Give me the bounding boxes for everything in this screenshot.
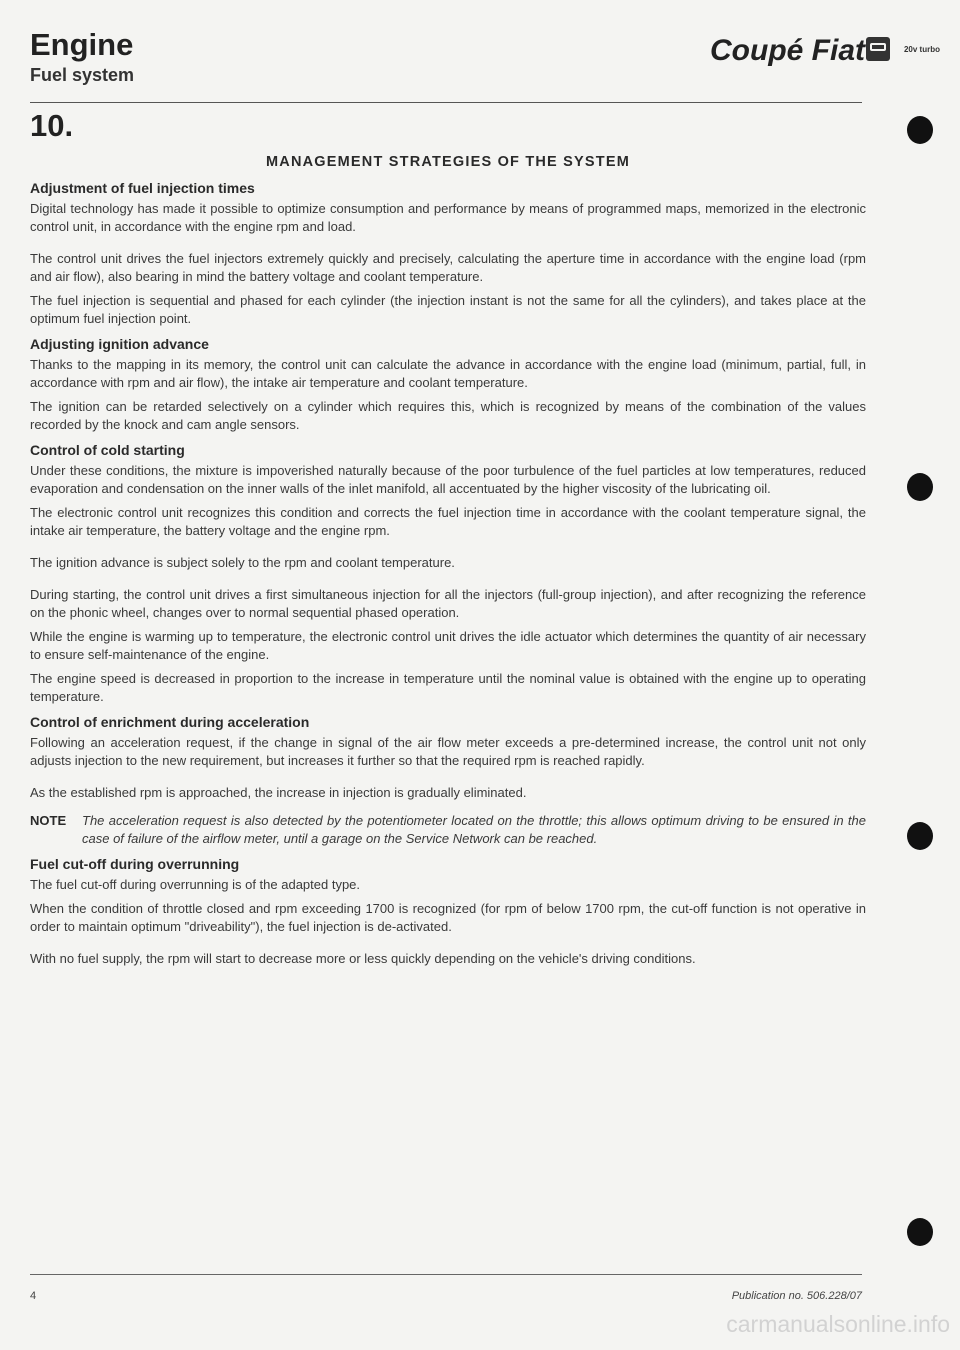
- binder-hole-icon: [907, 1218, 933, 1246]
- publication-number: Publication no. 506.228/07: [731, 1290, 862, 1302]
- paragraph: The electronic control unit recognizes this condition and corrects the fuel injection time in accordance with the coolant temperature signal, the intake air temperature, the battery voltage and the engine rpm.: [30, 505, 866, 538]
- note-label: NOTE: [30, 813, 67, 828]
- model-badge: 20v turbo: [903, 45, 940, 54]
- paragraph: With no fuel supply, the rpm will start to decrease more or less quickly depending on the vehicle's driving conditions.: [30, 951, 696, 966]
- chapter-title: Engine: [30, 27, 134, 62]
- paragraph: During starting, the control unit drives a first simultaneous injection for all the injectors (full-group injection), and after recognizing the reference on the phonic wheel, changes over to normal sequential phased operation.: [30, 587, 866, 620]
- section-heading-fuel-cutoff: Fuel cut-off during overrunning: [30, 856, 240, 872]
- section-heading-fuel-injection: Adjustment of fuel injection times: [30, 180, 255, 196]
- section-heading-cold-starting: Control of cold starting: [30, 442, 185, 458]
- paragraph: The engine speed is decreased in proportion to the increase in temperature until the nominal value is obtained with the engine up to operating temperature.: [30, 671, 866, 704]
- paragraph: The fuel injection is sequential and phased for each cylinder (the injection instant is not the same for all the cylinders), and takes place at the optimum fuel injection point.: [30, 293, 866, 326]
- section-number: 10.: [30, 108, 74, 143]
- paragraph: As the established rpm is approached, the increase in injection is gradually eliminated.: [30, 785, 527, 800]
- chapter-subtitle: Fuel system: [30, 65, 135, 85]
- brand-name: Coupé Fiat: [710, 34, 865, 67]
- paragraph: The fuel cut-off during overrunning is of the adapted type.: [30, 877, 361, 892]
- paragraph: Thanks to the mapping in its memory, the control unit can calculate the advance in accordance with the engine load (minimum, partial, full, in accordance with rpm and air flow), the intake air temperature and coolant temperature.: [30, 357, 866, 390]
- paragraph: The control unit drives the fuel injectors extremely quickly and precisely, calculating the aperture time in accordance with the engine load (rpm and air flow), also bearing in mind the battery voltage and coolant temperature.: [30, 251, 866, 284]
- binder-hole-icon: [907, 473, 933, 501]
- paragraph: Following an acceleration request, if the change in signal of the air flow meter exceeds a pre-determined increase, the control unit not only adjusts injection to the new requirement, but increases it further so that the required rpm is reached rapidly.: [30, 735, 866, 768]
- footer-rule: [30, 1274, 862, 1275]
- page-content: [30, 148, 866, 974]
- section-heading-acceleration: Control of enrichment during acceleration: [30, 714, 310, 730]
- note-text: The acceleration request is also detected by the potentiometer located on the throttle; this allows optimum driving to be ensured in the case of failure of the airflow meter, until a garage on the Service Network can be reached.: [82, 813, 866, 846]
- page-header: [30, 28, 134, 86]
- page-number: 4: [30, 1290, 37, 1302]
- binder-hole-icon: [907, 822, 933, 850]
- paragraph: The ignition advance is subject solely to the rpm and coolant temperature.: [30, 555, 455, 570]
- main-heading: MANAGEMENT STRATEGIES OF THE SYSTEM: [266, 154, 630, 170]
- paragraph: While the engine is warming up to temperature, the electronic control unit drives the idle actuator which determines the quantity of air necessary to ensure self-maintenance of the engine.: [30, 629, 866, 662]
- section-heading-ignition-advance: Adjusting ignition advance: [30, 336, 209, 352]
- binder-hole-icon: [907, 116, 933, 144]
- header-rule: [30, 102, 862, 103]
- note-block: [30, 812, 866, 848]
- paragraph: When the condition of throttle closed and rpm exceeding 1700 is recognized (for rpm of below 1700 rpm, the cut-off function is not operative in order to maintain optimum "driveability"), the fuel injection is de-activated.: [30, 901, 866, 934]
- paragraph: Under these conditions, the mixture is impoverished naturally because of the poor turbulence of the fuel particles at low temperatures, reduced evaporation and condensation on the inner walls of the inlet manifold, all accentuated by the higher viscosity of the lubricating oil.: [30, 463, 866, 496]
- watermark: carmanualsonline.info: [726, 1311, 950, 1337]
- paragraph: The ignition can be retarded selectively on a cylinder which requires this, which is recognized by means of the combination of the values recorded by the knock and cam angle sensors.: [30, 399, 866, 432]
- paragraph: Digital technology has made it possible to optimize consumption and performance by means of programmed maps, memorized in the electronic control unit, in accordance with the engine rpm and load.: [30, 201, 866, 234]
- fiat-car-logo-icon: [866, 37, 890, 61]
